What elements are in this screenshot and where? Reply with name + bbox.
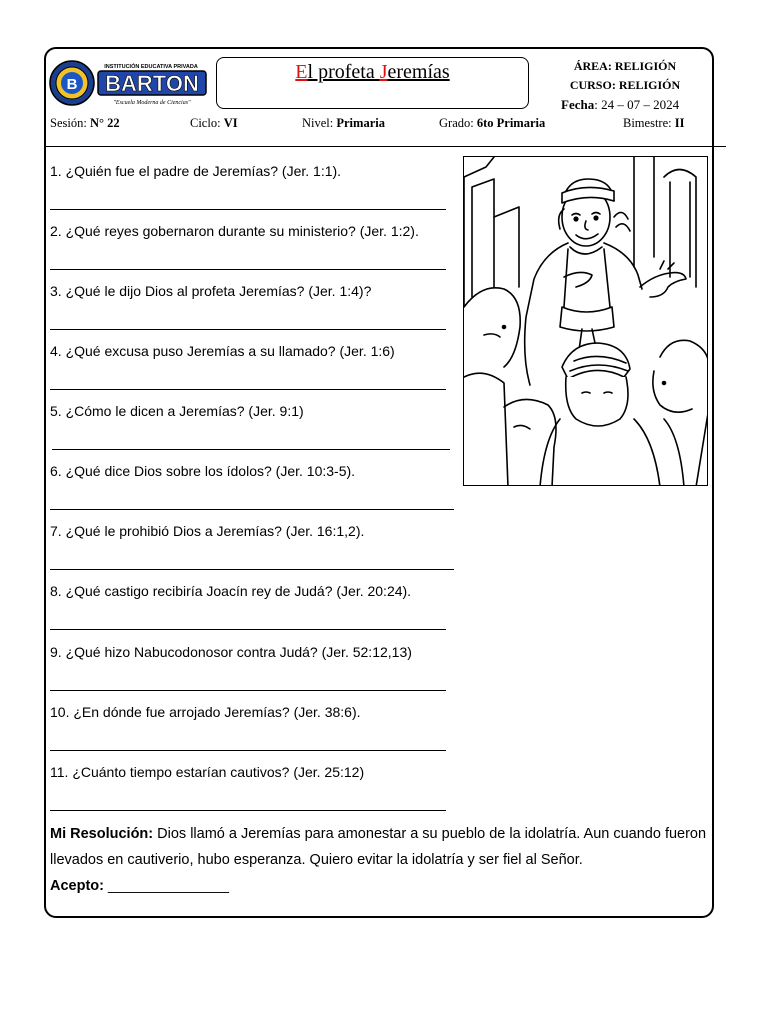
answer-line-10[interactable]	[50, 750, 446, 751]
curso-line	[540, 76, 710, 95]
resolution-text: Dios llamó a Jeremías para amonestar a su pueblo de la idolatría. Aun cuando fueron llevados en cautiverio, hubo esperanza. Quiero evitar la idolatría y ser fiel al Señor.	[50, 826, 707, 868]
grado-label: Grado:	[439, 116, 474, 130]
ciclo-label: Ciclo:	[190, 116, 221, 130]
area-value: RELIGIÓN	[614, 59, 677, 73]
question-7: 7. ¿Qué le prohibió Dios a Jeremías? (Jer. 16:1,2).	[50, 523, 365, 539]
question-8: 8. ¿Qué castigo recibiría Joacín rey de Judá? (Jer. 20:24).	[50, 583, 412, 599]
answer-line-2[interactable]	[50, 269, 446, 270]
question-1: 1. ¿Quién fue el padre de Jeremías? (Jer. 1:1).	[50, 163, 342, 179]
resolution-paragraph	[50, 821, 710, 873]
worksheet-title	[295, 61, 449, 84]
fecha-label: Fecha	[561, 97, 595, 112]
ciclo-value: VI	[223, 116, 238, 130]
question-2: 2. ¿Qué reyes gobernaron durante su ministerio? (Jer. 1:2).	[50, 223, 419, 239]
bimestre-label: Bimestre:	[623, 116, 672, 130]
question-9: 9. ¿Qué hizo Nabucodonosor contra Judá? (Jer. 52:12,13)	[50, 644, 412, 660]
answer-line-4[interactable]	[50, 389, 446, 390]
nivel-field	[302, 116, 385, 131]
curso-value: RELIGIÓN	[618, 78, 681, 92]
resolution-label: Mi Resolución:	[50, 826, 154, 842]
title-box	[216, 57, 529, 109]
question-4: 4. ¿Qué excusa puso Jeremías a su llamado? (Jer. 1:6)	[50, 343, 395, 359]
logo-motto: "Escuela Moderna de Ciencias"	[113, 100, 191, 106]
nivel-value: Primaria	[336, 116, 385, 130]
grado-field	[439, 116, 545, 131]
logo-institution: INSTITUCIÓN EDUCATIVA PRIVADA	[104, 64, 198, 70]
answer-line-7[interactable]	[50, 569, 454, 570]
nivel-label: Nivel:	[302, 116, 334, 130]
prophet-illustration	[463, 156, 708, 486]
answer-line-1[interactable]	[50, 209, 446, 210]
acepto-label: Acepto:	[50, 878, 104, 894]
answer-line-9[interactable]	[50, 690, 446, 691]
question-6: 6. ¿Qué dice Dios sobre los ídolos? (Jer. 10:3-5).	[50, 463, 356, 479]
title-text-2: eremías	[387, 61, 450, 83]
answer-line-3[interactable]	[50, 329, 446, 330]
acceptance-line	[50, 878, 229, 894]
bimestre-value: II	[674, 116, 685, 130]
question-3: 3. ¿Qué le dijo Dios al profeta Jeremías? (Jer. 1:4)?	[50, 283, 372, 299]
date-line	[561, 97, 679, 113]
course-meta	[540, 57, 710, 95]
bimestre-field	[623, 116, 684, 131]
answer-line-5[interactable]	[52, 449, 450, 450]
sesion-label: Sesión:	[50, 116, 87, 130]
area-label: ÁREA:	[573, 59, 612, 73]
title-text-1: l profeta	[307, 61, 380, 83]
header-divider	[44, 146, 726, 147]
acepto-blank[interactable]: _______________	[103, 878, 229, 894]
logo-emblem-letter: B	[66, 76, 78, 93]
answer-line-6[interactable]	[50, 509, 454, 510]
title-initial-e: E	[295, 61, 308, 83]
question-11: 11. ¿Cuánto tiempo estarían cautivos? (Jer. 25:12)	[50, 764, 365, 780]
answer-line-11[interactable]	[50, 810, 446, 811]
curso-label: CURSO:	[569, 78, 616, 92]
ciclo-field	[190, 116, 238, 131]
fecha-value: : 24 – 07 – 2024	[594, 97, 680, 112]
question-5: 5. ¿Cómo le dicen a Jeremías? (Jer. 9:1)	[50, 403, 304, 419]
logo-name: BARTON	[105, 71, 199, 96]
grado-value: 6to Primaria	[476, 116, 546, 130]
answer-line-8[interactable]	[50, 629, 446, 630]
title-initial-j: J	[379, 61, 388, 83]
school-logo	[48, 58, 208, 108]
question-10: 10. ¿En dónde fue arrojado Jeremías? (Jer. 38:6).	[50, 704, 361, 720]
sesion-value: N° 22	[89, 116, 120, 130]
area-line	[540, 57, 710, 76]
sesion-field	[50, 116, 120, 131]
